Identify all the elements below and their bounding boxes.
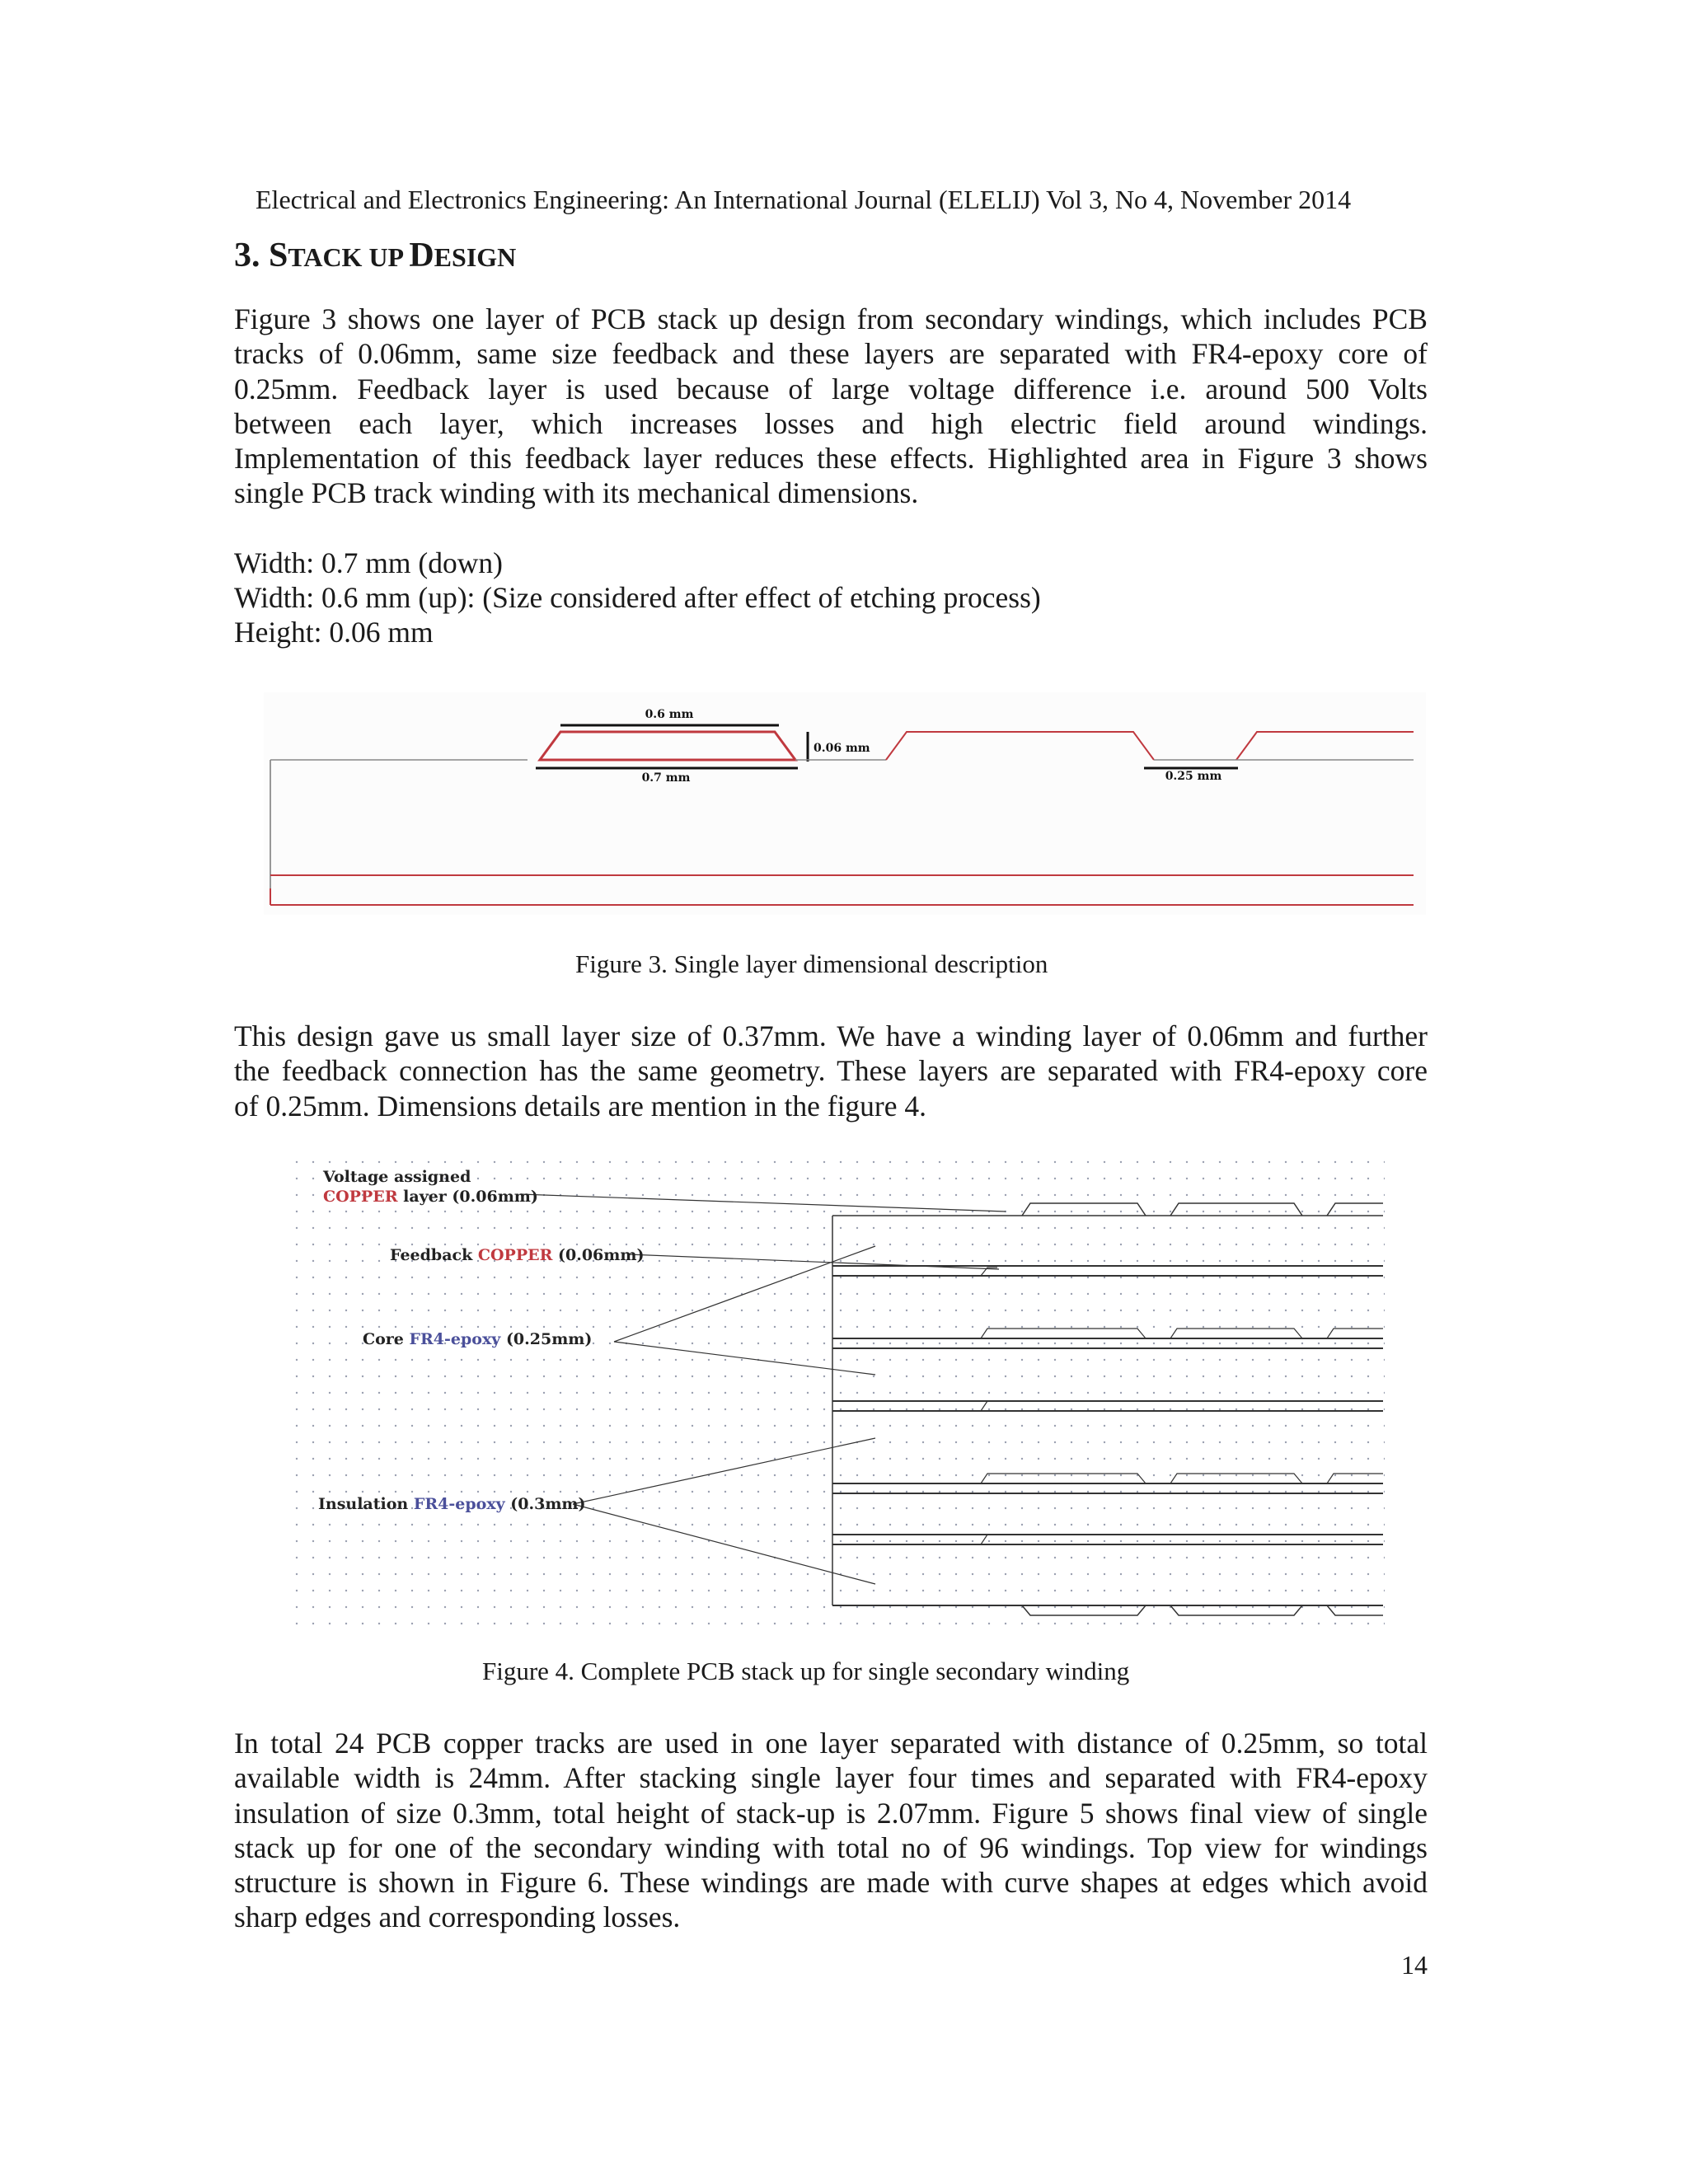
paragraph-1: [234, 302, 1428, 511]
figure-4-diagram: [288, 1154, 1385, 1628]
section-title: [234, 236, 516, 275]
para3-line: stack up for one of the secondary winding with total no of 96 windings. Top view for windings: [234, 1830, 1428, 1864]
section-title-rest1: TACK UP: [288, 242, 410, 272]
para3-line: available width is 24mm. After stacking single layer four times and separated with FR4-epoxy: [234, 1761, 1428, 1795]
figure-4-caption: Figure 4. Complete PCB stack up for single secondary winding: [482, 1657, 1130, 1685]
label-copper-rest: layer (0.06mm): [397, 1188, 538, 1206]
para3-line: sharp edges and corresponding losses.: [234, 1900, 681, 1934]
label-copper-word: COPPER: [323, 1188, 398, 1206]
paragraph-2: [234, 1019, 1428, 1123]
para3-line: structure is shown in Figure 6. These windings are made with curve shapes at edges which avoid: [234, 1866, 1428, 1900]
para3-line: In total 24 PCB copper tracks are used in one layer separated with distance of 0.25mm, so total: [234, 1727, 1428, 1760]
label-0-7mm: 0.7 mm: [641, 771, 691, 785]
section-number: 3.: [234, 237, 260, 274]
label-insulation-rest: (0.3mm): [504, 1495, 586, 1513]
section-title-d: D: [409, 237, 434, 274]
dimension-width-up: Width: 0.6 mm (up): (Size considered after effect of etching process): [234, 581, 1041, 614]
para2-line: This design gave us small layer size of 0.37mm. We have a winding layer of 0.06mm and further: [234, 1019, 1428, 1052]
paragraph-3: [234, 1726, 1428, 1935]
para1-line: between each layer, which increases losses and high electric field around windings.: [234, 406, 1428, 440]
dimension-height: Height: 0.06 mm: [234, 616, 434, 649]
label-voltage-assigned: Voltage assigned: [323, 1168, 471, 1186]
label-feedback-rest: (0.06mm): [552, 1246, 645, 1264]
label-0-06mm: 0.06 mm: [814, 742, 870, 755]
dimension-width-down: Width: 0.7 mm (down): [234, 546, 503, 579]
figure-3-caption: Figure 3. Single layer dimensional description: [575, 949, 1048, 978]
label-core: [363, 1330, 592, 1348]
figure-3-diagram: [264, 692, 1426, 915]
para1-line: Figure 3 shows one layer of PCB stack up design from secondary windings, which includes PCB: [234, 302, 1428, 335]
para2-line: the feedback connection has the same geometry. These layers are separated with FR4-epoxy core: [234, 1054, 1428, 1088]
label-feedback-copper-word: COPPER: [477, 1246, 553, 1264]
para2-line: of 0.25mm. Dimensions details are mention in the figure 4.: [234, 1089, 927, 1122]
section-title-rest2: ESIGN: [434, 242, 517, 272]
label-feedback-pre: Feedback: [390, 1246, 478, 1264]
para1-line: 0.25mm. Feedback layer is used because of large voltage difference i.e. around 500 Volts: [234, 372, 1428, 405]
label-core-rest: (0.25mm): [500, 1330, 593, 1348]
label-core-fr4: FR4-epoxy: [409, 1330, 501, 1348]
label-0-25mm: 0.25 mm: [1165, 770, 1222, 783]
label-core-pre: Core: [363, 1330, 410, 1348]
label-insulation-pre: Insulation: [318, 1495, 414, 1513]
para3-line: insulation of size 0.3mm, total height of stack-up is 2.07mm. Figure 5 shows final view of single: [234, 1796, 1428, 1830]
label-feedback-copper: [390, 1246, 644, 1264]
grid-background: [288, 1154, 1385, 1628]
journal-header: Electrical and Electronics Engineering: An International Journal (ELELIJ) Vol 3, No 4, November 2014: [256, 185, 1352, 214]
para1-line: Implementation of this feedback layer reduces these effects. Highlighted area in Figure 3 shows: [234, 442, 1428, 476]
para1-line: single PCB track winding with its mechanical dimensions.: [234, 476, 919, 510]
label-copper-layer: [323, 1188, 538, 1206]
page-number: 14: [1401, 1950, 1428, 1980]
figure-3-background: [264, 692, 1426, 915]
label-0-6mm: 0.6 mm: [645, 708, 694, 721]
label-insulation: [318, 1495, 586, 1513]
section-title-s: S: [269, 237, 288, 274]
label-insulation-fr4: FR4-epoxy: [413, 1495, 505, 1513]
para1-line: tracks of 0.06mm, same size feedback and these layers are separated with FR4-epoxy core of: [234, 337, 1428, 371]
